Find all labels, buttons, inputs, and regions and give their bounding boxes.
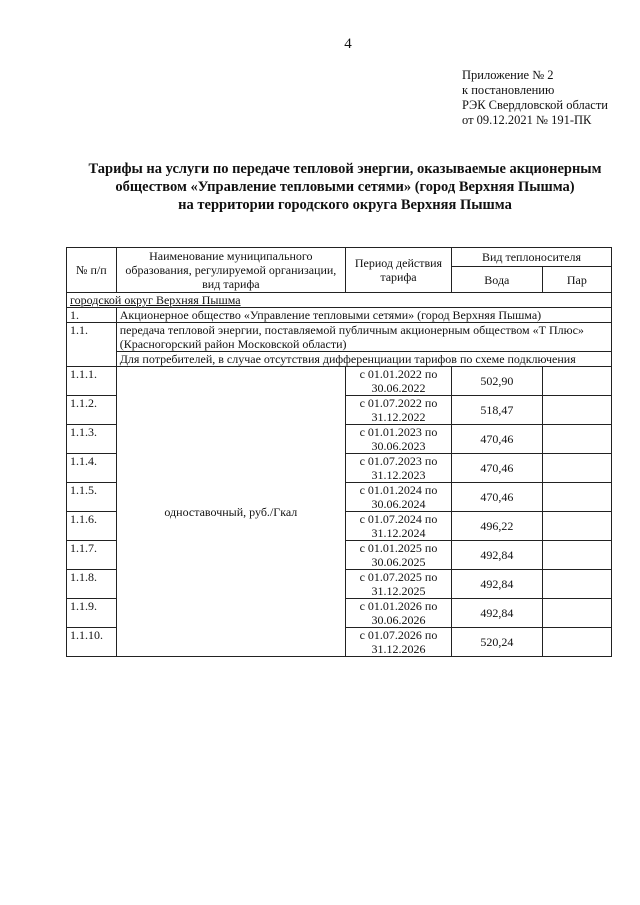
row-steam-value [542, 541, 611, 570]
row-steam-value [542, 570, 611, 599]
tariff-type: одноставочный, руб./Гкал [116, 367, 345, 657]
row-num: 1.1.8. [67, 570, 117, 599]
row-num: 1.1.4. [67, 454, 117, 483]
row-steam-value [542, 483, 611, 512]
row-num: 1.1.2. [67, 396, 117, 425]
row-water-value: 492,84 [451, 541, 542, 570]
consumers-row [67, 352, 612, 367]
row-water-value: 470,46 [451, 483, 542, 512]
org-row [67, 308, 612, 323]
region-row [67, 293, 612, 308]
row-water-value: 496,22 [451, 512, 542, 541]
row-period: с 01.01.2026 по 30.06.2026 [345, 599, 451, 628]
row-water-value: 520,24 [451, 628, 542, 657]
appendix-line: РЭК Свердловской области [462, 98, 608, 112]
row-period: с 01.07.2022 по 31.12.2022 [345, 396, 451, 425]
row-num: 1.1.9. [67, 599, 117, 628]
row-period: с 01.07.2023 по 31.12.2023 [345, 454, 451, 483]
page-number: 4 [344, 36, 352, 52]
appendix-line: Приложение № 2 [462, 68, 554, 82]
consumers-note: Для потребителей, в случае отсутствия дифференциации тарифов по схеме подключения [116, 352, 611, 367]
header-water: Вода [451, 267, 542, 293]
row-water-value: 518,47 [451, 396, 542, 425]
row-num: 1.1.10. [67, 628, 117, 657]
title-line: обществом «Управление тепловыми сетями» (город Верхняя Пышма) [115, 179, 575, 195]
row-period: с 01.01.2022 по 30.06.2022 [345, 367, 451, 396]
row-steam-value [542, 396, 611, 425]
appendix-block [462, 68, 608, 128]
org-num: 1. [67, 308, 117, 323]
row-period: с 01.07.2025 по 31.12.2025 [345, 570, 451, 599]
row-period: с 01.01.2023 по 30.06.2023 [345, 425, 451, 454]
row-water-value: 470,46 [451, 454, 542, 483]
header-num: № п/п [67, 248, 117, 293]
row-water-value: 470,46 [451, 425, 542, 454]
header-steam: Пар [542, 267, 611, 293]
row-steam-value [542, 628, 611, 657]
row-steam-value [542, 367, 611, 396]
appendix-line: к постановлению [462, 83, 555, 97]
service-num: 1.1. [67, 323, 117, 367]
header-name: Наименование муниципального образования, регулируемой организации, вид тарифа [116, 248, 345, 293]
service-name: передача тепловой энергии, поставляемой публичным акционерным обществом «Т Плюс» (Красногорский район Московской области) [116, 323, 611, 352]
document-title [60, 160, 630, 214]
table-row [67, 367, 612, 396]
row-num: 1.1.3. [67, 425, 117, 454]
region-name: городской округ Верхняя Пышма [67, 293, 612, 308]
row-num: 1.1.5. [67, 483, 117, 512]
row-water-value: 492,84 [451, 570, 542, 599]
header-row [67, 248, 612, 267]
row-num: 1.1.6. [67, 512, 117, 541]
header-carrier: Вид теплоносителя [451, 248, 611, 267]
appendix-line: от 09.12.2021 № 191-ПК [462, 113, 592, 127]
title-line: Тарифы на услуги по передаче тепловой энергии, оказываемые акционерным [88, 161, 602, 177]
row-steam-value [542, 512, 611, 541]
row-steam-value [542, 454, 611, 483]
row-num: 1.1.1. [67, 367, 117, 396]
header-period: Период действия тарифа [345, 248, 451, 293]
row-period: с 01.07.2024 по 31.12.2024 [345, 512, 451, 541]
row-steam-value [542, 599, 611, 628]
row-period: с 01.01.2025 по 30.06.2025 [345, 541, 451, 570]
org-name: Акционерное общество «Управление тепловыми сетями» (город Верхняя Пышма) [116, 308, 611, 323]
row-num: 1.1.7. [67, 541, 117, 570]
service-row [67, 323, 612, 352]
row-steam-value [542, 425, 611, 454]
title-line: на территории городского округа Верхняя Пышма [178, 197, 512, 213]
row-water-value: 502,90 [451, 367, 542, 396]
tariff-table [66, 247, 612, 657]
row-period: с 01.01.2024 по 30.06.2024 [345, 483, 451, 512]
row-period: с 01.07.2026 по 31.12.2026 [345, 628, 451, 657]
row-water-value: 492,84 [451, 599, 542, 628]
